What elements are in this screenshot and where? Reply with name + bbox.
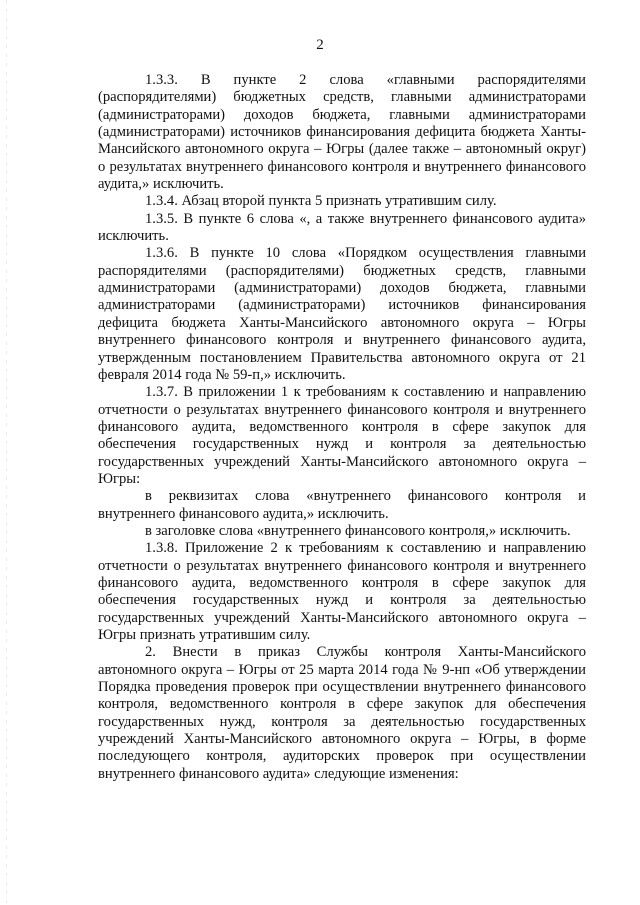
- paragraph-1-3-8: 1.3.8. Приложение 2 к требованиям к составлению и направлению отчетности о результатах внутреннего финансового контроля и внутреннего финансового аудита, ведомственного контроля в сфере закупок для обеспечения государственных нужд и контроля за деятельностью государственных учреждений Ханты-Мансийского автономного округа – Югры признать утратившим силу.: [98, 540, 586, 643]
- paragraph-1-3-7-requisites: в реквизитах слова «внутреннего финансового контроля и внутреннего финансового аудита,» исключить.: [98, 488, 586, 522]
- paragraph-2: 2. Внести в приказ Службы контроля Ханты-Мансийского автономного округа – Югры от 25 марта 2014 года № 9-нп «Об утверждении Порядка проведения проверок при осуществлении внутреннего финансового контроля, ведомственного контроля в сфере закупок для обеспечения государственных нужд, контроля за деятельностью государственных учреждений Ханты-Мансийского автономного округа – Югры, в форме последующего контроля, аудиторских проверок при осуществлении внутреннего финансового аудита» следующие изменения:: [98, 644, 586, 782]
- paragraph-1-3-6: 1.3.6. В пункте 10 слова «Порядком осуществления главными распорядителями (распорядителями) бюджетных средств, главными администраторами (администраторами) доходов бюджета, главными администраторами (администраторами) источников финансирования дефицита бюджета Ханты-Мансийского автономного округа – Югры внутреннего финансового контроля и внутреннего финансового аудита, утвержденным постановлением Правительства автономного округа от 21 февраля 2014 года № 59-п,» исключить.: [98, 245, 586, 383]
- paragraph-1-3-3: 1.3.3. В пункте 2 слова «главными распорядителями (распорядителями) бюджетных средств, главными администраторами (администраторами) доходов бюджета, главными администраторами (администраторами) источников финансирования дефицита бюджета Ханты-Мансийского автономного округа – Югры (далее также – автономный округ) о результатах внутреннего финансового контроля и внутреннего финансового аудита,» исключить.: [98, 72, 586, 193]
- paragraph-1-3-7-heading: в заголовке слова «внутреннего финансового контроля,» исключить.: [145, 522, 571, 539]
- page-number: 2: [316, 37, 324, 53]
- paragraph-1-3-4: 1.3.4. Абзац второй пункта 5 признать утратившим силу.: [145, 193, 497, 210]
- document-body: [98, 72, 586, 783]
- paragraph-1-3-7: 1.3.7. В приложении 1 к требованиям к составлению и направлению отчетности о результатах внутреннего финансового контроля и внутреннего финансового аудита, ведомственного контроля в сфере закупок для обеспечения государственных нужд и контроля за деятельностью государственных учреждений Ханты-Мансийского автономного округа – Югры:: [98, 384, 586, 487]
- scan-edge-mark: [6, 0, 7, 905]
- paragraph-1-3-5: 1.3.5. В пункте 6 слова «, а также внутреннего финансового аудита» исключить.: [98, 210, 586, 245]
